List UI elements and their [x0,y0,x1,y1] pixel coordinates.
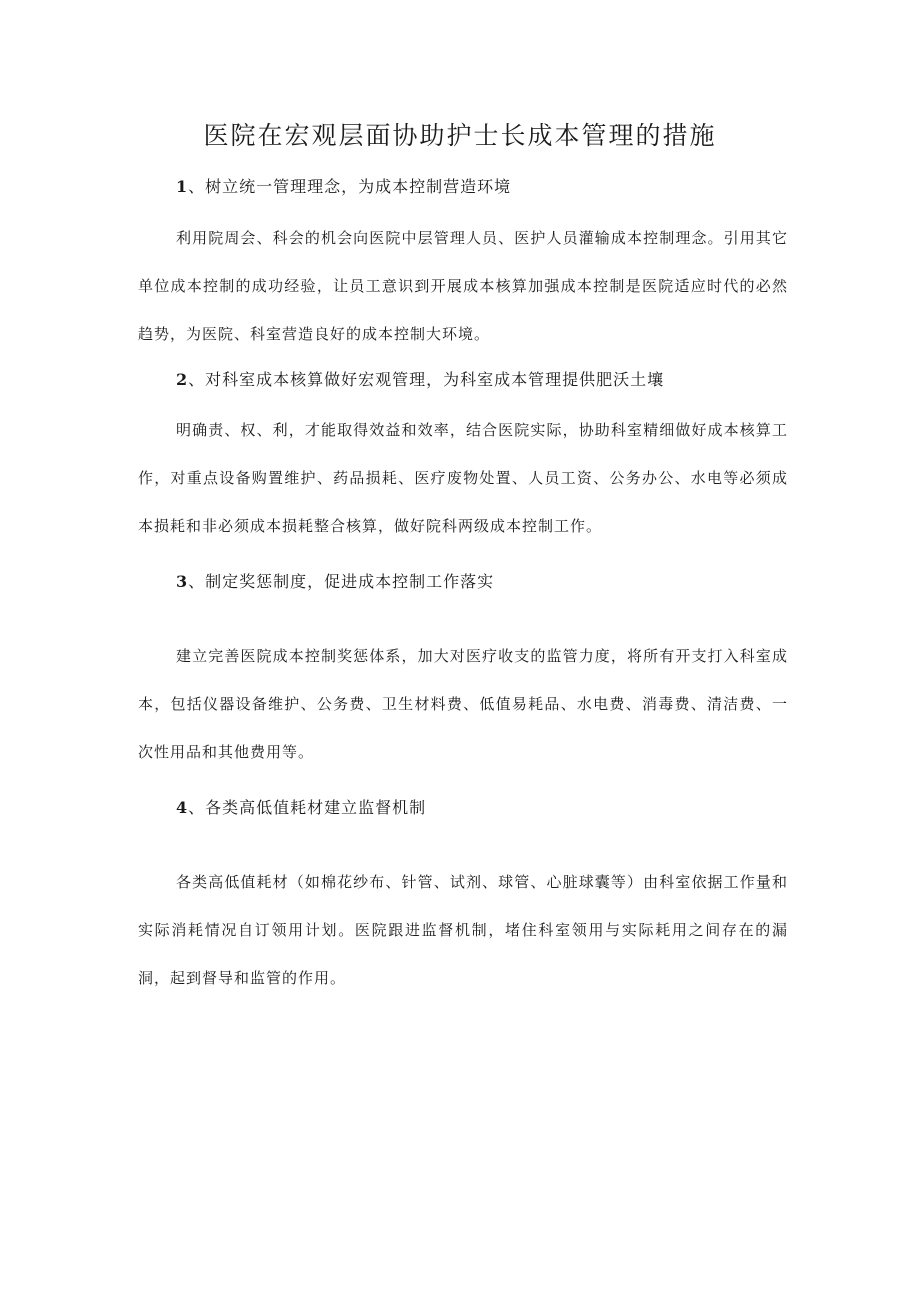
section-2-heading [176,368,664,392]
section-2-paragraph: 明确责、权、利，才能取得效益和效率，结合医院实际，协助科室精细做好成本核算工作，对重点设备购置维护、药品损耗、医疗废物处置、人员工资、公务办公、水电等必须成本损耗和非必须成本损耗整合核算，做好院科两级成本控制工作。 [138,421,788,535]
section-4-heading [176,796,426,820]
section-3-heading-text: 、制定奖惩制度，促进成本控制工作落实 [188,572,495,591]
section-2-heading-text: 、对科室成本核算做好宏观管理，为科室成本管理提供肥沃土壤 [188,370,665,389]
section-1-heading [176,175,511,199]
section-2-number: 2 [176,370,189,389]
section-3-number: 3 [176,572,189,591]
section-3-heading [176,570,494,594]
section-1-number: 1 [176,177,189,196]
section-4-paragraph: 各类高低值耗材（如棉花纱布、针管、试剂、球管、心脏球囊等）由科室依据工作量和实际消耗情况自订领用计划。医院跟进监督机制，堵住科室领用与实际耗用之间存在的漏洞，起到督导和监管的作用。 [138,873,788,987]
section-3-paragraph: 建立完善医院成本控制奖惩体系，加大对医疗收支的监管力度，将所有开支打入科室成本，包括仪器设备维护、公务费、卫生材料费、低值易耗品、水电费、消毒费、清洁费、一次性用品和其他费用等。 [138,647,788,761]
page-title: 医院在宏观层面协助护士长成本管理的措施 [203,121,717,150]
section-1-heading-text: 、树立统一管理理念，为成本控制营造环境 [188,177,512,196]
section-1-paragraph: 利用院周会、科会的机会向医院中层管理人员、医护人员灌输成本控制理念。引用其它单位成本控制的成功经验，让员工意识到开展成本核算加强成本控制是医院适应时代的必然趋势，为医院、科室营造良好的成本控制大环境。 [138,229,788,343]
section-4-number: 4 [176,798,189,817]
section-4-heading-text: 、各类高低值耗材建立监督机制 [188,798,427,817]
